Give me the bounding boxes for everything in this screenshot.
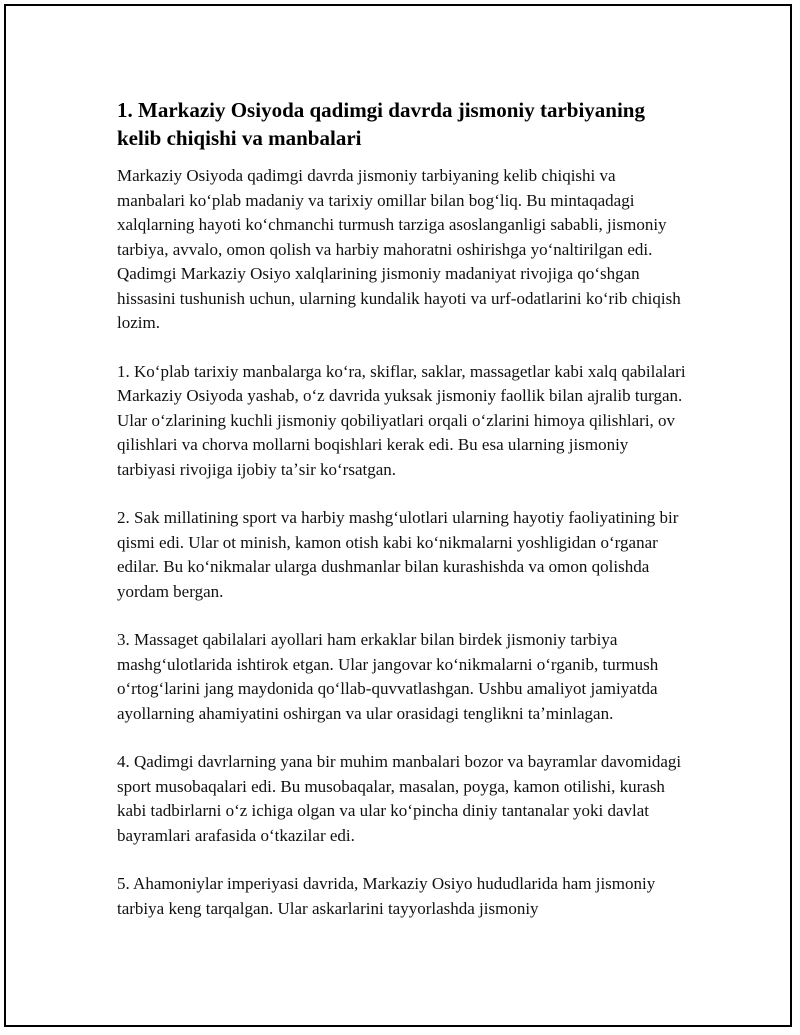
paragraph-point-2: 2. Sak millatining sport va harbiy mashgʻulotlari ularning hayotiy faoliyatining bir qismi edi. Ular ot minish, kamon otish kabi koʻnikmalarni yoshligidan oʻrganar edilar. Bu koʻnikmalar ularga dushmanlar bilan kurashishda va omon qolishda yordam bergan. bbox=[117, 508, 679, 601]
document-body bbox=[117, 96, 687, 945]
paragraph-point-1: 1. Koʻplab tarixiy manbalarga koʻra, skiflar, saklar, massagetlar kabi xalq qabilalari Markaziy Osiyoda yashab, oʻz davrida yuksak jismoniy faollik bilan ajralib turgan. Ular oʻzlarining kuchli jismoniy qobiliyatlari orqali oʻzlarini himoya qilishlari, ov qilishlari va chorva mollarni boqishlari kerak edi. Bu esa ularning jismoniy tarbiyasi rivojiga ijobiy taʼsir koʻrsatgan. bbox=[117, 361, 686, 479]
paragraph-point-3: 3. Massaget qabilalari ayollari ham erkaklar bilan birdek jismoniy tarbiya mashgʻulotlarida ishtirok etgan. Ular jangovar koʻnikmalarni oʻrganib, turmush oʻrtogʻlarini jang maydonida qoʻllab-quvvatlashgan. Ushbu amaliyot jamiyatda ayollarning ahamiyatini oshirgan va ular orasidagi tenglikni taʼminlagan. bbox=[117, 630, 659, 723]
intro-paragraph: Markaziy Osiyoda qadimgi davrda jismoniy tarbiyaning kelib chiqishi va manbalari koʻplab madaniy va tarixiy omillar bilan bogʻliq. Bu mintaqadagi xalqlarning hayoti koʻchmanchi turmush tarziga asoslanganligi sababli, jismoniy tarbiya, avvalo, omon qolish va harbiy mahoratni oshirishga yoʻnaltirilgan edi. Qadimgi Markaziy Osiyo xalqlarining jismoniy madaniyat rivojiga qoʻshgan hissasini tushunish uchun, ularning kundalik hayoti va urf-odatlarini koʻrib chiqish lozim. bbox=[117, 166, 681, 332]
paragraph-point-5: 5. Ahamoniylar imperiyasi davrida, Markaziy Osiyo hududlarida ham jismoniy tarbiya keng tarqalgan. Ular askarlarini tayyorlashda jismoniy bbox=[117, 874, 656, 918]
section-heading: 1. Markaziy Osiyoda qadimgi davrda jismoniy tarbiyaning kelib chiqishi va manbalari bbox=[117, 98, 645, 150]
paragraph-point-4: 4. Qadimgi davrlarning yana bir muhim manbalari bozor va bayramlar davomidagi sport musobaqalari edi. Bu musobaqalar, masalan, poyga, kamon otilishi, kurash kabi tadbirlarni oʻz ichiga olgan va ular koʻpincha diniy tantanalar yoki davlat bayramlari arafasida oʻtkazilar edi. bbox=[117, 752, 682, 845]
